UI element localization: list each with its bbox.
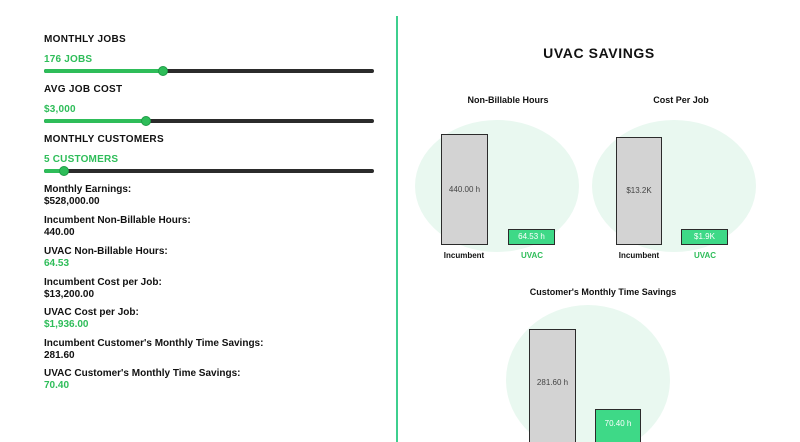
incumbent-cost-per-job-value: $13,200.00 [44, 289, 95, 300]
uvac-nonbillable-label: UVAC Non-Billable Hours: [44, 246, 168, 257]
timesavings-chart-title: Customer's Monthly Time Savings [529, 287, 677, 297]
nonbillable-uvac-bar [508, 229, 555, 245]
monthly-customers-slider[interactable] [44, 169, 374, 173]
costperjob-uvac-bar-label: $1.9K [694, 232, 715, 241]
costperjob-uvac-axis-label: UVAC [693, 251, 717, 260]
monthly-jobs-slider[interactable] [44, 69, 374, 73]
monthly-earnings-label: Monthly Earnings: [44, 184, 132, 195]
slider-fill [44, 119, 146, 123]
costperjob-incumbent-axis-label: Incumbent [618, 251, 660, 260]
incumbent-time-savings-value: 281.60 [44, 350, 75, 361]
uvac-nonbillable-value: 64.53 [44, 258, 70, 269]
slider-fill [44, 69, 163, 73]
slider-thumb[interactable] [59, 166, 69, 176]
costperjob-chart-title: Cost Per Job [653, 95, 709, 105]
nonbillable-incumbent-axis-label: Incumbent [443, 251, 485, 260]
timesavings-incumbent-bar-label: 281.60 h [536, 378, 569, 387]
avg-job-cost-slider[interactable] [44, 119, 374, 123]
nonbillable-incumbent-bar-label: 440.00 h [448, 185, 481, 194]
costperjob-uvac-bar [681, 229, 728, 245]
costperjob-incumbent-bar [616, 137, 662, 245]
incumbent-nonbillable-value: 440.00 [44, 227, 75, 238]
monthly-customers-value: 5 CUSTOMERS [44, 154, 119, 165]
slider-thumb[interactable] [158, 66, 168, 76]
monthly-customers-label: MONTHLY CUSTOMERS [44, 134, 164, 145]
monthly-jobs-label: MONTHLY JOBS [44, 34, 126, 45]
monthly-jobs-value: 176 JOBS [44, 54, 93, 65]
savings-title: UVAC SAVINGS [543, 45, 655, 61]
incumbent-time-savings-label: Incumbent Customer's Monthly Time Savings: [44, 338, 264, 349]
monthly-earnings-value: $528,000.00 [44, 196, 100, 207]
nonbillable-incumbent-bar [441, 134, 488, 245]
costperjob-incumbent-bar-label: $13.2K [626, 186, 652, 195]
timesavings-uvac-bar [595, 409, 641, 442]
timesavings-uvac-bar-label: 70.40 h [604, 419, 632, 428]
uvac-time-savings-value: 70.40 [44, 380, 70, 391]
nonbillable-chart-title: Non-Billable Hours [467, 95, 549, 105]
slider-thumb[interactable] [141, 116, 151, 126]
nonbillable-uvac-axis-label: UVAC [520, 251, 544, 260]
calculator-panel [0, 0, 396, 442]
timesavings-incumbent-bar [529, 329, 576, 442]
incumbent-cost-per-job-label: Incumbent Cost per Job: [44, 277, 162, 288]
savings-panel [398, 0, 800, 442]
nonbillable-uvac-bar-label: 64.53 h [518, 232, 545, 241]
incumbent-nonbillable-label: Incumbent Non-Billable Hours: [44, 215, 191, 226]
avg-job-cost-label: AVG JOB COST [44, 84, 123, 95]
uvac-cost-per-job-label: UVAC Cost per Job: [44, 307, 139, 318]
uvac-time-savings-label: UVAC Customer's Monthly Time Savings: [44, 368, 241, 379]
avg-job-cost-value: $3,000 [44, 104, 76, 115]
uvac-cost-per-job-value: $1,936.00 [44, 319, 89, 330]
